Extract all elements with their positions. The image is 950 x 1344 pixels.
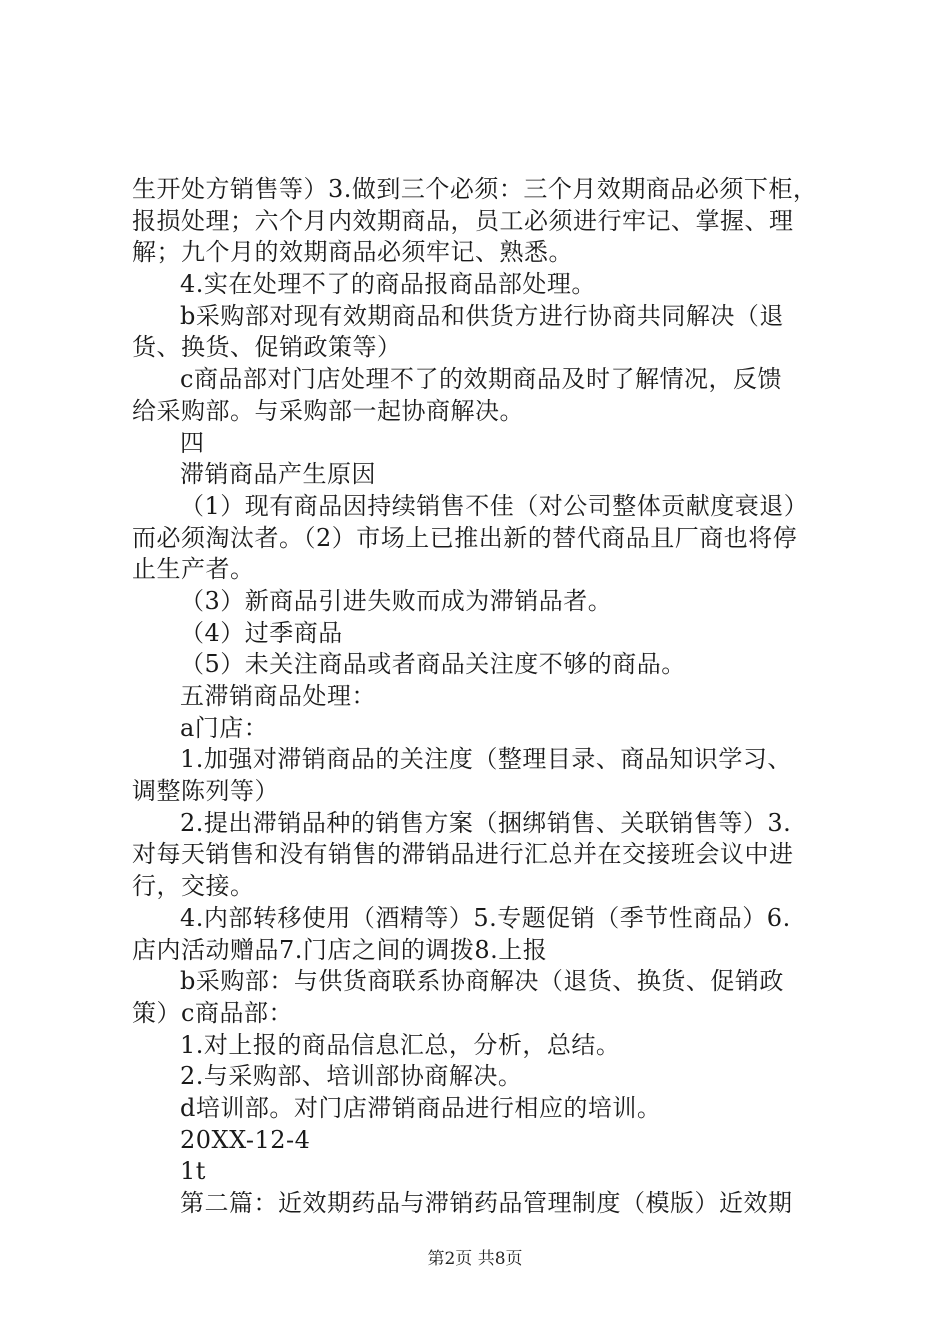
text-line: 策）c商品部： bbox=[132, 998, 293, 1027]
text-line: 2.与采购部、培训部协商解决。 bbox=[180, 1062, 523, 1091]
text-line: 第二篇：近效期药品与滞销药品管理制度（模版）近效期 bbox=[180, 1189, 793, 1217]
text-line: 1t bbox=[180, 1157, 206, 1186]
text-line: （3）新商品引进失败而成为滞销品者。 bbox=[180, 586, 613, 615]
text-line: 报损处理；六个月内效期商品，员工必须进行牢记、掌握、理 bbox=[132, 206, 794, 235]
text-line: 生开处方销售等）3.做到三个必须：三个月效期商品必须下柜， bbox=[132, 175, 818, 203]
text-line: （5）未关注商品或者商品关注度不够的商品。 bbox=[180, 650, 686, 679]
text-line: 四 bbox=[180, 428, 205, 457]
text-line: 4.实在处理不了的商品报商品部处理。 bbox=[180, 270, 596, 299]
text-line: 4.内部转移使用（酒精等）5.专题促销（季节性商品）6. bbox=[180, 903, 791, 932]
text-line: 行，交接。 bbox=[132, 872, 255, 901]
text-line: 1.对上报的商品信息汇总，分析，总结。 bbox=[180, 1030, 621, 1059]
text-line: b采购部对现有效期商品和供货方进行协商共同解决（退 bbox=[180, 301, 784, 330]
text-line: d培训部。对门店滞销商品进行相应的培训。 bbox=[180, 1093, 662, 1122]
document-body bbox=[132, 174, 832, 1220]
text-line: 店内活动赠品7.门店之间的调拨8.上报 bbox=[132, 935, 548, 964]
text-line: 调整陈列等） bbox=[132, 777, 279, 806]
text-line: b采购部：与供货商联系协商解决（退货、换货、促销政 bbox=[180, 967, 784, 996]
page-footer: 第2页 共8页 bbox=[427, 1249, 523, 1269]
text-line: （4）过季商品 bbox=[180, 618, 343, 647]
text-line: 解；九个月的效期商品必须牢记、熟悉。 bbox=[132, 238, 573, 267]
text-line: 货、换货、促销政策等） bbox=[132, 333, 402, 362]
text-line: 1.加强对滞销商品的关注度（整理目录、商品知识学习、 bbox=[180, 745, 792, 774]
text-line: 对每天销售和没有销售的滞销品进行汇总并在交接班会议中进 bbox=[132, 840, 794, 869]
text-line: 给采购部。与采购部一起协商解决。 bbox=[132, 396, 524, 425]
text-line: （1）现有商品因持续销售不佳（对公司整体贡献度衰退） bbox=[180, 491, 809, 520]
text-line: a门店： bbox=[180, 713, 269, 742]
text-line: 而必须淘汰者。（2）市场上已推出新的替代商品且厂商也将停 bbox=[132, 523, 798, 552]
text-line: 20XX-12-4 bbox=[180, 1125, 311, 1154]
text-line: 2.提出滞销品种的销售方案（捆绑销售、关联销售等）3. bbox=[180, 808, 792, 837]
text-line: 止生产者。 bbox=[132, 555, 255, 584]
text-line: c商品部对门店处理不了的效期商品及时了解情况，反馈 bbox=[180, 365, 782, 394]
text-line: 滞销商品产生原因 bbox=[180, 460, 376, 489]
text-line: 五滞销商品处理： bbox=[180, 682, 376, 710]
